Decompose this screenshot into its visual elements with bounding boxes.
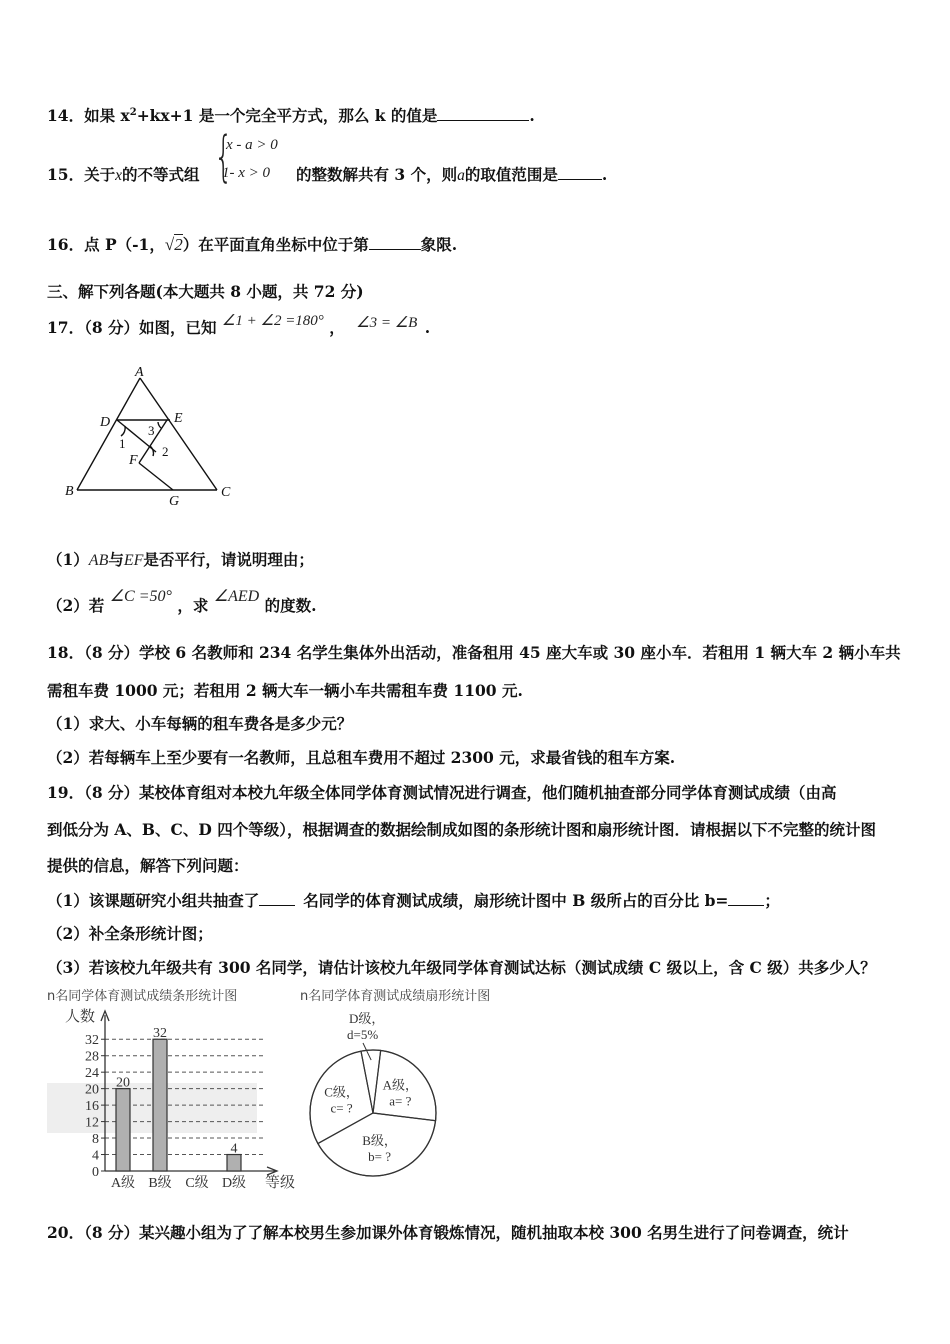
q19-line-3: 提供的信息，解答下列问题： — [47, 856, 249, 875]
q19-part-3: （3）若该校九年级共有 300 名同学，请估计该校九年级同学体育测试达标（测试成绩 C 级以上，含 C 级）共多少人？ — [47, 958, 876, 977]
q16-text-a: 16．点 P（-1， — [47, 235, 165, 254]
q15-text-b: 的不等式组 — [121, 165, 200, 184]
q17-p1-mid: 与 — [108, 550, 124, 569]
x-tick-label: A级 — [110, 1176, 136, 1191]
y-tick-label: 16 — [85, 1099, 99, 1115]
section-3-heading: 三、解下列各题(本大题共 8 小题，共 72 分) — [47, 282, 364, 301]
q19-p1-b: 名同学的体育测试成绩，扇形统计图中 B 级所占的百分比 b= — [303, 891, 729, 910]
sqrt-radicand: 2 — [174, 235, 183, 254]
pie-label: A级， — [382, 1077, 418, 1093]
q19-line-2: 到低分为 A、B、C、D 四个等级），根据调查的数据绘制成如图的条形统计图和扇形统计图．请根据以下不完整的统计图 — [47, 820, 876, 839]
y-tick-label: 8 — [92, 1132, 99, 1148]
y-tick-label: 0 — [92, 1165, 99, 1180]
q19-p1-end: ； — [764, 891, 780, 910]
label-f: F — [129, 453, 138, 468]
x-axis-label: 等级 — [265, 1175, 296, 1191]
q18-line-2: 需租车费 1000 元；若租用 2 辆大车一辆小车共需租车费 1100 元. — [47, 681, 523, 700]
q15-var-x: x — [115, 167, 122, 184]
q19-part-2: （2）补全条形统计图； — [47, 924, 213, 943]
pie-value-label: d=5% — [347, 1027, 379, 1042]
q18-part-1: （1）求大、小车每辆的租车费各是多少元？ — [47, 714, 353, 733]
y-tick-label: 4 — [92, 1148, 99, 1164]
side-ab — [77, 378, 140, 490]
q15-answer-blank[interactable] — [558, 165, 602, 180]
label-e: E — [174, 411, 183, 426]
pie-value-label: b= ? — [368, 1149, 392, 1165]
q17-p2-label: （2）若 — [47, 596, 105, 615]
question-16 — [47, 233, 457, 255]
label-angle-3: 3 — [148, 423, 155, 438]
angle-3-arc — [158, 422, 161, 428]
angle-1-arc — [121, 426, 125, 436]
pie-chart-title: n名同学体育测试成绩扇形统计图 — [300, 989, 491, 1004]
q17-part-1 — [47, 548, 314, 570]
label-angle-2: 2 — [162, 444, 169, 459]
q15-period: . — [601, 165, 608, 184]
q17-angle-aed: ∠AED — [213, 588, 260, 605]
question-14 — [47, 104, 535, 126]
q17-text-a: 17．（8 分）如图，已知 — [47, 318, 217, 337]
q14-period: . — [529, 106, 535, 125]
q17-separator: ， — [329, 318, 345, 337]
x-tick-label: D级 — [221, 1176, 247, 1191]
label-c: C — [221, 485, 231, 500]
pie-chart — [305, 1005, 465, 1185]
y-tick-label: 12 — [85, 1115, 99, 1131]
inequality-2: 1- x > 0 — [222, 165, 271, 181]
q14-text-b: +kx+1 是一个完全平方式，那么 k 的值是 — [136, 106, 438, 125]
label-a: A — [135, 365, 144, 380]
q14-superscript: 2 — [129, 106, 137, 118]
label-d: D — [100, 415, 111, 430]
label-angle-1: 1 — [119, 436, 126, 451]
q19-percent-blank[interactable] — [728, 891, 764, 906]
y-tick-label: 24 — [85, 1066, 99, 1082]
q17-p1-label: （1） — [47, 550, 89, 569]
q15-text-a: 15．关于 — [47, 165, 116, 184]
pie-label: C级， — [324, 1084, 359, 1100]
pie-label: D级， — [349, 1011, 385, 1026]
q17-part-2 — [47, 588, 317, 616]
bar-data-label: 4 — [230, 1141, 238, 1157]
q19-count-blank[interactable] — [259, 891, 295, 906]
q19-part-1 — [47, 889, 780, 911]
q17-ab: AB — [88, 552, 109, 569]
x-tick-label: B级 — [148, 1176, 172, 1191]
bar-D级 — [227, 1155, 241, 1171]
q17-p2-text: 的度数. — [264, 596, 317, 615]
q18-part-2: （2）若每辆车上至少要有一名教师，且总租车费用不超过 2300 元，求最省钱的租车方案. — [47, 748, 676, 767]
question-17 — [47, 313, 431, 338]
q16-text-c: 象限. — [420, 235, 458, 254]
q15-text-d: 的取值范围是 — [464, 165, 558, 184]
inequality-system — [214, 125, 294, 191]
q19-p1-a: （1）该课题研究小组共抽查了 — [47, 891, 260, 910]
q15-var-a: a — [457, 167, 465, 184]
q17-ef: EF — [123, 552, 144, 569]
q17-period: . — [424, 318, 431, 337]
sqrt-symbol: √2 — [164, 235, 183, 254]
bar-chart — [47, 1003, 297, 1193]
question-15-cont — [296, 163, 607, 185]
bar-chart-background — [47, 1083, 257, 1133]
bar-B级 — [153, 1039, 167, 1171]
y-tick-label: 32 — [85, 1033, 99, 1049]
label-g: G — [169, 494, 180, 509]
bar-data-label: 32 — [153, 1026, 167, 1042]
q16-answer-blank[interactable] — [369, 235, 421, 250]
q17-p1-text: 是否平行，请说明理由； — [143, 550, 314, 569]
inequality-1: x - a > 0 — [226, 137, 278, 153]
question-15 — [47, 163, 199, 185]
q17-condition-2: ∠3 = ∠B — [356, 315, 418, 331]
pie-label: B级， — [362, 1133, 397, 1149]
q16-text-b: ）在平面直角坐标中位于第 — [182, 235, 369, 254]
x-tick-label: C级 — [185, 1176, 209, 1191]
label-b: B — [65, 484, 74, 499]
segment-fg — [139, 463, 173, 490]
q14-answer-blank[interactable] — [437, 106, 529, 121]
pie-value-label: a= ? — [389, 1093, 412, 1109]
q20-line-1: 20．（8 分）某兴趣小组为了了解本校男生参加课外体育锻炼情况，随机抽取本校 300 名男生进行了问卷调查，统计 — [47, 1223, 849, 1242]
q18-line-1: 18．（8 分）学校 6 名教师和 234 名学生集体外出活动，准备租用 45 座大车或 30 座小车．若租用 1 辆大车 2 辆小车共 — [47, 643, 901, 662]
pie-value-label: c= ? — [330, 1100, 353, 1116]
y-tick-label: 20 — [85, 1082, 99, 1098]
bar-chart-title: n名同学体育测试成绩条形统计图 — [47, 989, 238, 1004]
triangle-figure — [55, 360, 245, 510]
y-axis-label: 人数 — [65, 1009, 96, 1025]
q14-text-a: 14．如果 x — [47, 106, 130, 125]
y-tick-label: 28 — [85, 1049, 99, 1065]
bar-A级 — [116, 1089, 130, 1171]
q17-p2-mid: ，求 — [177, 596, 209, 615]
left-brace: { — [214, 125, 233, 188]
bar-data-label: 20 — [116, 1075, 130, 1091]
q17-angle-c: ∠C =50° — [109, 588, 172, 605]
q19-line-1: 19．（8 分）某校体育组对本校九年级全体同学体育测试情况进行调查，他们随机抽查部分同学体育测试成绩（由高 — [47, 783, 837, 802]
q17-condition-1: ∠1 + ∠2 =180° — [221, 313, 324, 329]
q15-text-c: 的整数解共有 3 个，则 — [296, 165, 458, 184]
